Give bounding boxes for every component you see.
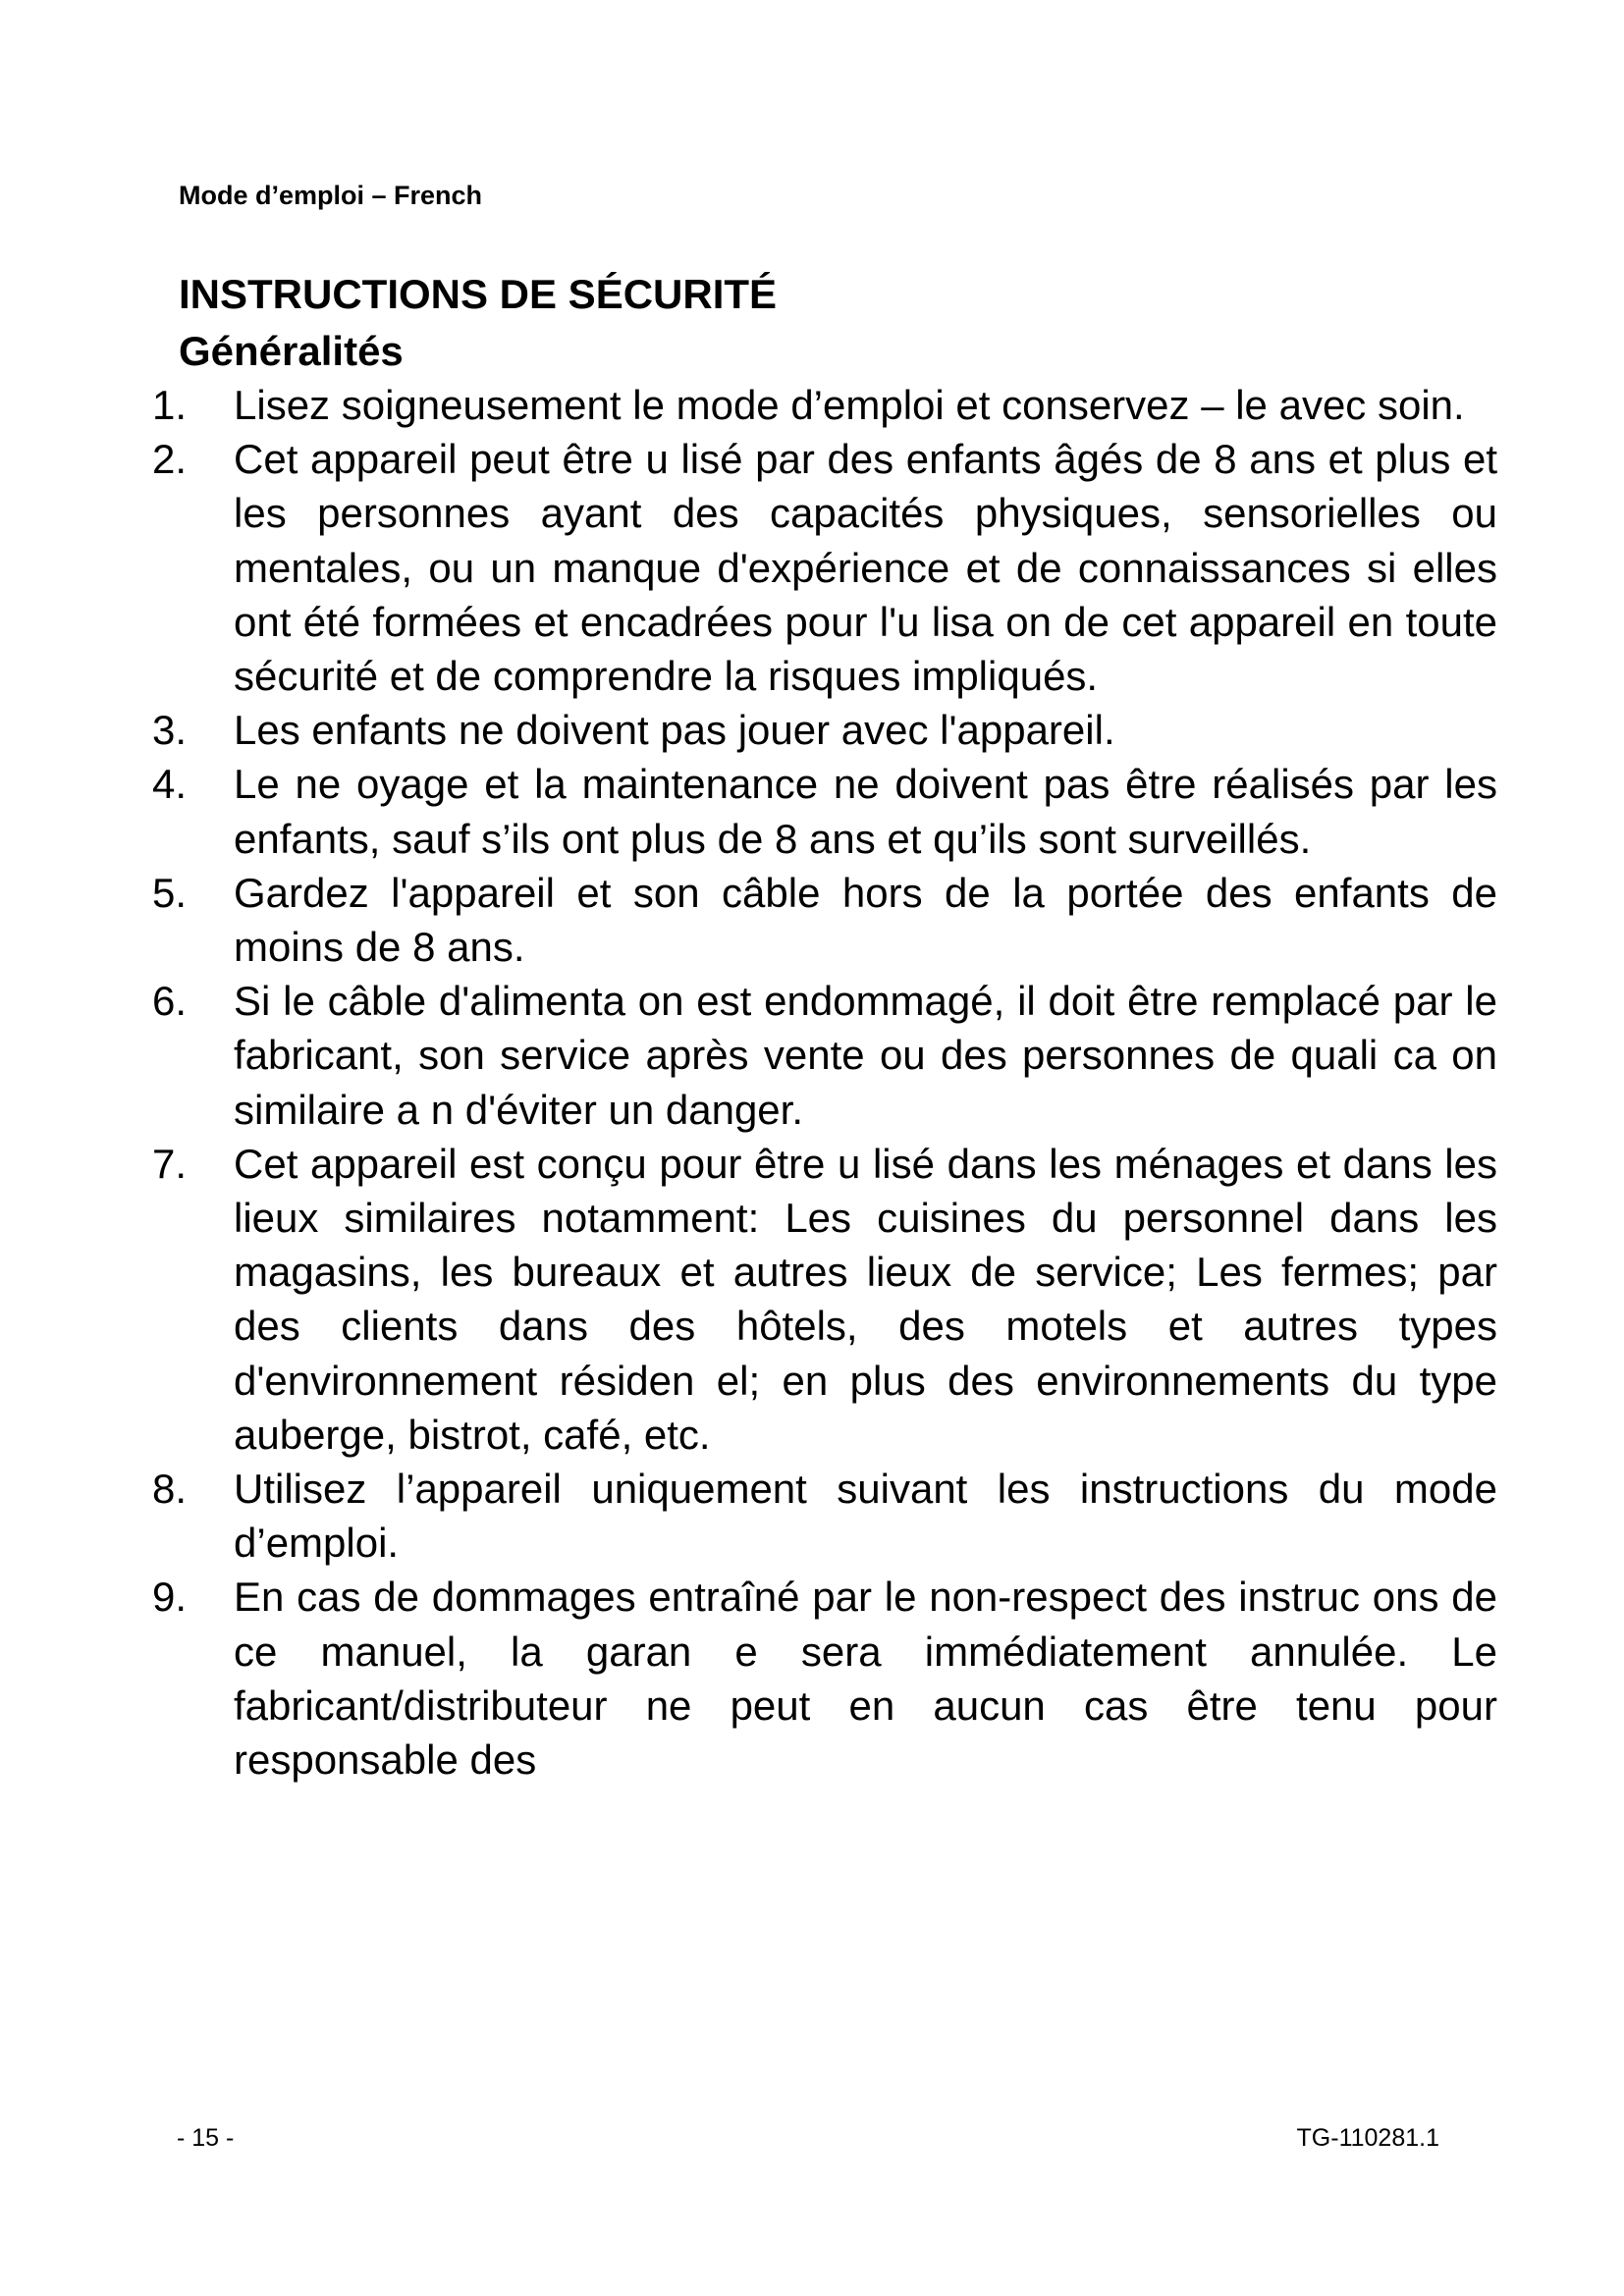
- item-text: En cas de dommages entraîné par le non-respect des instruc ons de ce manuel, la garan e sera immédiatement annulée. Le fabricant/distributeur ne peut en aucun cas être tenu pour responsable des: [234, 1574, 1497, 1784]
- section-title: INSTRUCTIONS DE SÉCURITÉ: [179, 271, 778, 317]
- item-text: Gardez l'appareil et son câble hors de la portée des enfants de moins de 8 ans.: [234, 869, 1497, 971]
- item-text: Les enfants ne doivent pas jouer avec l'appareil.: [234, 707, 1115, 754]
- item-number: 7.: [152, 1140, 188, 1187]
- item-text: Lisez soigneusement le mode d’emploi et conservez – le avec soin.: [234, 382, 1465, 428]
- item-number: 1.: [152, 382, 188, 428]
- item-text: Cet appareil est conçu pour être u lisé dans les ménages et dans les lieux similaires notamment: Les cuisines du personnel dans les magasins, les bureaux et autres lieux de service; Les fermes; par des clients dans des hôtels, des motels et autres types d'environnement résiden el; en plus des environnements du type auberge, bistrot, café, etc.: [234, 1140, 1497, 1458]
- item-number: 3.: [152, 707, 188, 754]
- document-reference: TG-110281.1: [1296, 2124, 1439, 2152]
- item-text: Le ne oyage et la maintenance ne doivent pas être réalisés par les enfants, sauf s’ils ont plus de 8 ans et qu’ils sont surveillés.: [234, 761, 1497, 862]
- list-item: [152, 1137, 1497, 1462]
- item-number: 6.: [152, 978, 188, 1025]
- section-subtitle: Généralités: [179, 328, 404, 374]
- list-item: [152, 757, 1497, 865]
- page-number: - 15 -: [177, 2124, 235, 2152]
- item-number: 8.: [152, 1466, 188, 1513]
- list-item: [152, 866, 1497, 974]
- list-item: [152, 432, 1497, 703]
- item-number: 9.: [152, 1574, 188, 1621]
- list-item: [152, 378, 1497, 432]
- item-text: Cet appareil peut être u lisé par des enfants âgés de 8 ans et plus et les personnes ayant des capacités physiques, sensorielles ou mentales, ou un manque d'expérience et de connaissances si elles ont été formées et encadrées pour l'u lisa on de cet appareil en toute sécurité et de comprendre la risques impliqués.: [234, 436, 1497, 700]
- safety-instructions-list: [152, 378, 1497, 1787]
- item-number: 2.: [152, 436, 188, 483]
- document-header: Mode d’emploi – French: [179, 181, 483, 210]
- item-number: 4.: [152, 761, 188, 808]
- item-text: Si le câble d'alimenta on est endommagé, il doit être remplacé par le fabricant, son service après vente ou des personnes de quali ca on similaire a n d'éviter un danger.: [234, 978, 1497, 1133]
- item-text: Utilisez l’appareil uniquement suivant les instructions du mode d’emploi.: [234, 1466, 1497, 1567]
- list-item: [152, 974, 1497, 1137]
- item-number: 5.: [152, 869, 188, 916]
- list-item: [152, 1570, 1497, 1787]
- list-item: [152, 1462, 1497, 1570]
- list-item: [152, 703, 1497, 757]
